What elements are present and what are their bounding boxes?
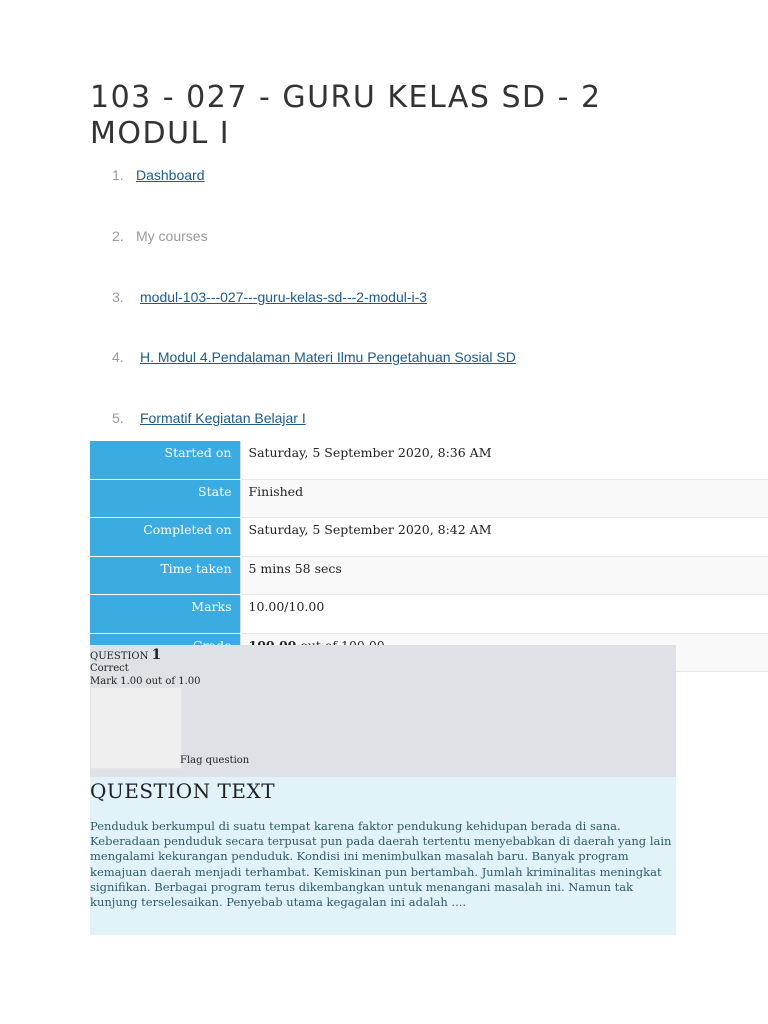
summary-label: Started on (90, 441, 240, 479)
question-state: Correct (90, 663, 129, 674)
flag-icon[interactable] (90, 687, 182, 769)
summary-row-state (90, 479, 768, 518)
flag-question-link[interactable]: Flag question (180, 755, 250, 766)
summary-row-started (90, 441, 768, 479)
summary-value: 10.00/10.00 (240, 595, 768, 634)
breadcrumb-link-module[interactable]: H. Modul 4.Pendalaman Materi Ilmu Pengetahuan Sosial SD (140, 349, 516, 365)
breadcrumb-link-course[interactable]: modul-103---027---guru-kelas-sd---2-modul-i-3 (140, 289, 428, 305)
breadcrumb-number: 3. (112, 289, 124, 305)
question-text-body: Penduduk berkumpul di suatu tempat karena faktor pendukung kehidupan berada di sana. Keberadaan penduduk secara terpusat pun pada daerah tertentu menyebabkan di daerah yang lain mengalami kekurangan penduduk. Kondisi ini menimbulkan masalah baru. Banyak program kemajuan daerah menjadi terhambat. Kemiskinan pun bertambah. Jumlah kriminalitas meningkat signifikan. Berbagai program terus dikembangkan untuk menangani masalah ini. Namun tak kunjung terselesaikan. Penyebab utama kegagalan ini adalah .... (90, 819, 672, 910)
breadcrumb-number: 4. (112, 349, 124, 365)
question-text-panel (90, 777, 676, 935)
question-number (90, 647, 161, 663)
quiz-summary-table (90, 441, 768, 672)
breadcrumb-item-quiz (112, 410, 306, 426)
breadcrumb-link-quiz[interactable]: Formatif Kegiatan Belajar I (140, 410, 306, 426)
breadcrumb-item-course (112, 289, 427, 305)
question-number-value: 1 (151, 647, 162, 663)
summary-row-time (90, 556, 768, 595)
question-grade: Mark 1.00 out of 1.00 (90, 676, 201, 687)
question-text-heading: QUESTION TEXT (90, 779, 276, 803)
breadcrumb-number: 2. (112, 228, 124, 244)
summary-value: 5 mins 58 secs (240, 556, 768, 595)
summary-row-completed (90, 518, 768, 557)
breadcrumb-number: 5. (112, 410, 124, 426)
breadcrumb-label-my-courses: My courses (136, 228, 208, 244)
breadcrumb-item-my-courses (112, 228, 208, 244)
summary-label: Marks (90, 595, 240, 634)
summary-value: Saturday, 5 September 2020, 8:36 AM (240, 441, 768, 479)
page-title: 103 - 027 - GURU KELAS SD - 2 MODUL I (90, 80, 602, 151)
breadcrumb-number: 1. (112, 167, 124, 183)
breadcrumb-item-module (112, 349, 516, 365)
breadcrumb-item-dashboard (112, 167, 205, 183)
summary-label: Time taken (90, 556, 240, 595)
question-info (90, 645, 676, 777)
question-prefix: QUESTION (90, 651, 152, 662)
summary-row-marks (90, 595, 768, 634)
summary-value: Finished (240, 479, 768, 518)
summary-label: State (90, 479, 240, 518)
breadcrumb-link-dashboard[interactable]: Dashboard (136, 167, 205, 183)
summary-value: Saturday, 5 September 2020, 8:42 AM (240, 518, 768, 557)
summary-label: Completed on (90, 518, 240, 557)
